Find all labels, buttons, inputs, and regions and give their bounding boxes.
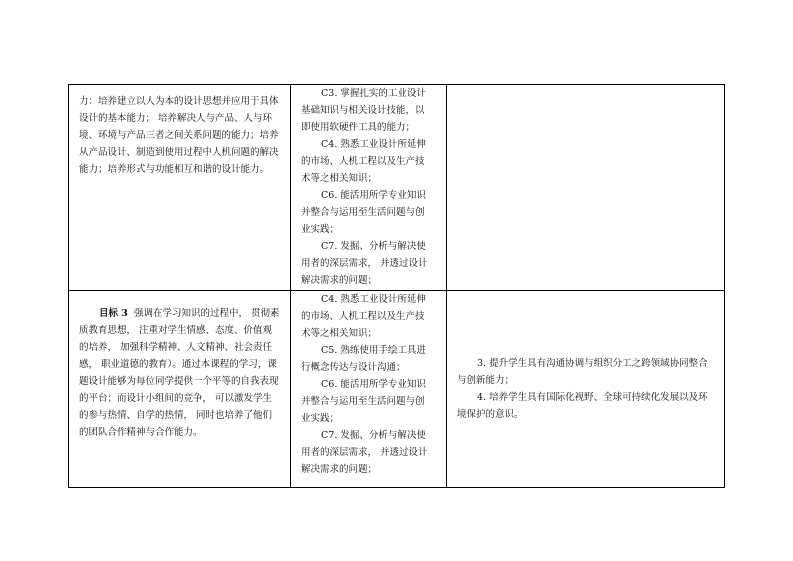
requirement-item: C4. 熟悉工业设计所延伸的市场、人机工程以及生产技术等之相关知识； <box>301 294 426 339</box>
ability-item: 3. 提升学生具有沟通协调与组织分工之跨领域协同整合与创新能力； <box>457 358 708 386</box>
requirement-item: C3. 掌握扎实的工业设计基础知识与相关设计技能，以即使用软硬件工具的能力； <box>301 88 426 133</box>
requirement-item: C7. 发掘、分析与解决使用者的深层需求， 并透过设计解决需求的问题； <box>301 430 428 475</box>
course-goal-text: 力：培养建立以人为本的设计思想并应用于具体设计的基本能力； 培养解决人与产品、人与环境、环境与产品三者之间关系问题的能力；培养从产品设计、制造到使用过程中人机问题的解决能力；培养形式与功能相互和谐的设计能力。 <box>79 96 279 175</box>
table-row <box>69 85 725 291</box>
requirement-item: C5. 熟练使用手绘工具进行概念传达与设计沟通； <box>301 345 426 373</box>
ability-cell <box>447 85 725 291</box>
ability-item: 4. 培养学生具有国际化视野、全球可持续化发展以及环境保护的意识。 <box>457 392 708 420</box>
requirement-item: C6. 能活用所学专业知识并整合与运用至生活问题与创业实践； <box>301 190 426 235</box>
requirement-item: C6. 能活用所学专业知识并整合与运用至生活问题与创业实践； <box>301 379 426 424</box>
goal-description: 强调在学习知识的过程中， 贯彻素质教育思想， 注重对学生情感、态度、价值观的培养， 加强科学精神、人文精神、社会责任感， 职业道德的教育）。通过本课程的学习，课题设计能够为每位同学提供一个平等的自我表现的平台；而设计小组间的竞争， 可以激发学生的参与热情、自学的热情， 同时也培养了他们的团队合作精神与合作能力。 <box>79 308 280 438</box>
table-row <box>69 291 725 488</box>
course-goal-cell <box>69 85 291 291</box>
goal-label: 目标 3 <box>99 308 128 319</box>
curriculum-goals-table <box>68 84 725 488</box>
course-goal-cell <box>69 291 291 488</box>
course-goal-text <box>79 305 280 441</box>
ability-cell <box>447 291 725 488</box>
requirement-item: C7. 发掘、分析与解决使用者的深层需求， 并透过设计解决需求的问题； <box>301 241 428 286</box>
graduation-requirement-cell <box>291 85 447 291</box>
graduation-requirement-cell <box>291 291 447 488</box>
requirement-item: C4. 熟悉工业设计所延伸的市场、人机工程以及生产技术等之相关知识； <box>301 139 426 184</box>
